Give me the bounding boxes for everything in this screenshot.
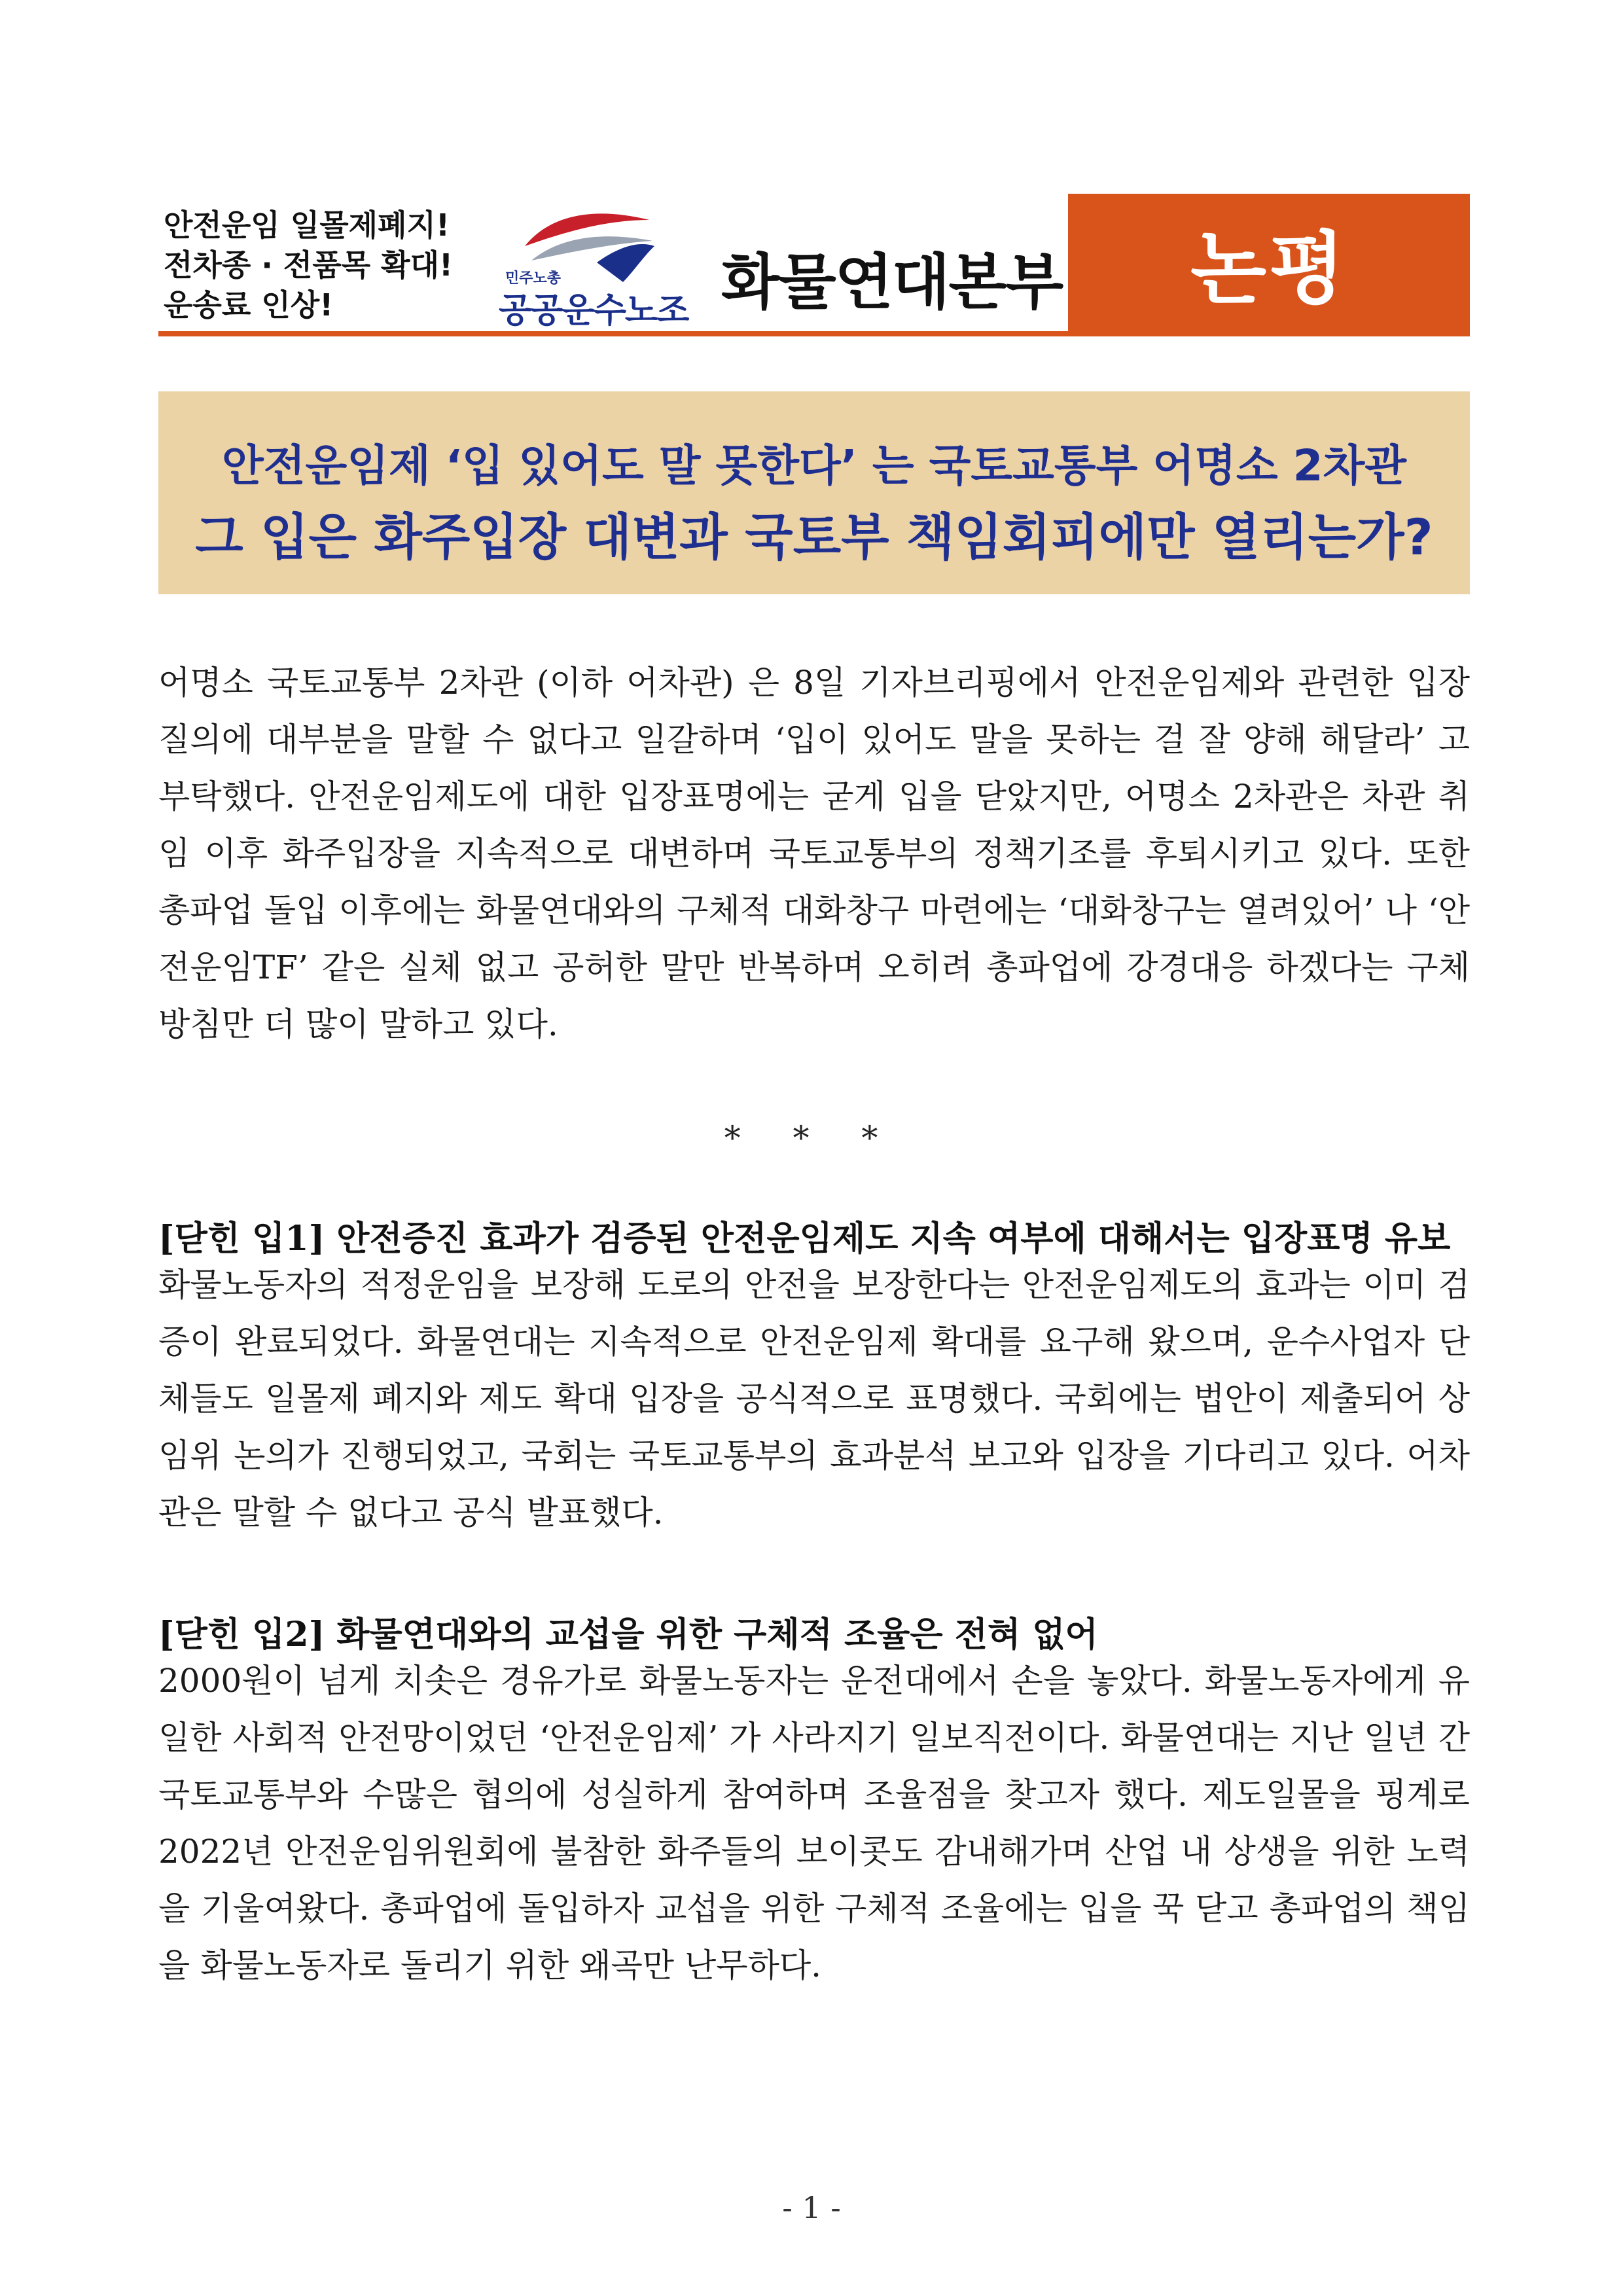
- section-1-body: 화물노동자의 적정운임을 보장해 도로의 안전을 보장한다는 안전운임제도의 효과는 이미 검증이 완료되었다. 화물연대는 지속적으로 안전운임제 확대를 요구해 왔으며, 운수사업자 단체들도 일몰제 폐지와 제도 확대 입장을 공식적으로 표명했다. 국회에는 법안이 제출되어 상임위 논의가 진행되었고, 국회는 국토교통부의 효과분석 보고와 입장을 기다리고 있다. 어차관은 말할 수 없다고 공식 발표했다.: [158, 1266, 1470, 1532]
- header: [158, 194, 1470, 338]
- logo-small-text: 민주노총: [505, 270, 562, 287]
- slogan-2: 전차종 · 전품목 확대!: [164, 247, 453, 283]
- section-separator: * * *: [724, 1119, 899, 1157]
- section-2-body-block: [158, 1653, 1470, 1994]
- slogan-1: 안전운임 일몰제폐지!: [164, 207, 450, 243]
- intro-paragraph-block: [158, 655, 1470, 1053]
- slogan-3: 운송료 인상!: [164, 287, 334, 323]
- org-name: 화물연대본부: [721, 247, 1063, 317]
- section-1-body-block: [158, 1257, 1470, 1541]
- section-1-heading: [닫힌 입1] 안전증진 효과가 검증된 안전운임제도 지속 여부에 대해서는 입장표명 유보: [158, 1219, 1451, 1259]
- slogan-block: [164, 206, 504, 325]
- header-divider: [158, 331, 1470, 336]
- title-line-2: 그 입은 화주입장 대변과 국토부 책임회피에만 열리는가?: [195, 508, 1433, 566]
- page-number: - 1 -: [782, 2190, 841, 2225]
- intro-paragraph: 어명소 국토교통부 2차관 (이하 어차관) 은 8일 기자브리핑에서 안전운임제와 관련한 입장 질의에 대부분을 말할 수 없다고 일갈하며 ‘입이 있어도 말을 못하는 걸 잘 양해 해달라’ 고 부탁했다. 안전운임제도에 대한 입장표명에는 굳게 입을 닫았지만, 어명소 2차관은 차관 취임 이후 화주입장을 지속적으로 대변하며 국토교통부의 정책기조를 후퇴시키고 있다. 또한 총파업 돌입 이후에는 화물연대와의 구체적 대화창구 마련에는 ‘대화창구는 열려있어’ 나 ‘안전운임TF’ 같은 실체 없고 공허한 말만 반복하며 오히려 총파업에 강경대응 하겠다는 구체 방침만 더 많이 말하고 있다.: [158, 664, 1470, 1043]
- section-2-body: 2000원이 넘게 치솟은 경유가로 화물노동자는 운전대에서 손을 놓았다. 화물노동자에게 유일한 사회적 안전망이었던 ‘안전운임제’ 가 사라지기 일보직전이다. 화물연대는 지난 일년 간 국토교통부와 수많은 협의에 성실하게 참여하며 조율점을 찾고자 했다. 제도일몰을 핑계로 2022년 안전운임위원회에 불참한 화주들의 보이콧도 감내해가며 산업 내 상생을 위한 노력을 기울여왔다. 총파업에 돌입하자 교섭을 위한 구체적 조율에는 입을 꾹 닫고 총파업의 책임을 화물노동자로 돌리기 위한 왜곡만 난무하다.: [158, 1662, 1470, 1984]
- tag-label: 논평: [1190, 224, 1347, 315]
- section-2-heading: [닫힌 입2] 화물연대와의 교섭을 위한 구체적 조율은 전혀 없어: [158, 1615, 1098, 1655]
- title-box: [158, 391, 1470, 594]
- tag-badge: [1068, 194, 1470, 331]
- title-line-1: 안전운임제 ‘입 있어도 말 못한다’ 는 국토교통부 어명소 2차관: [221, 440, 1407, 491]
- logo-union-name: 공공운수노조: [499, 291, 688, 331]
